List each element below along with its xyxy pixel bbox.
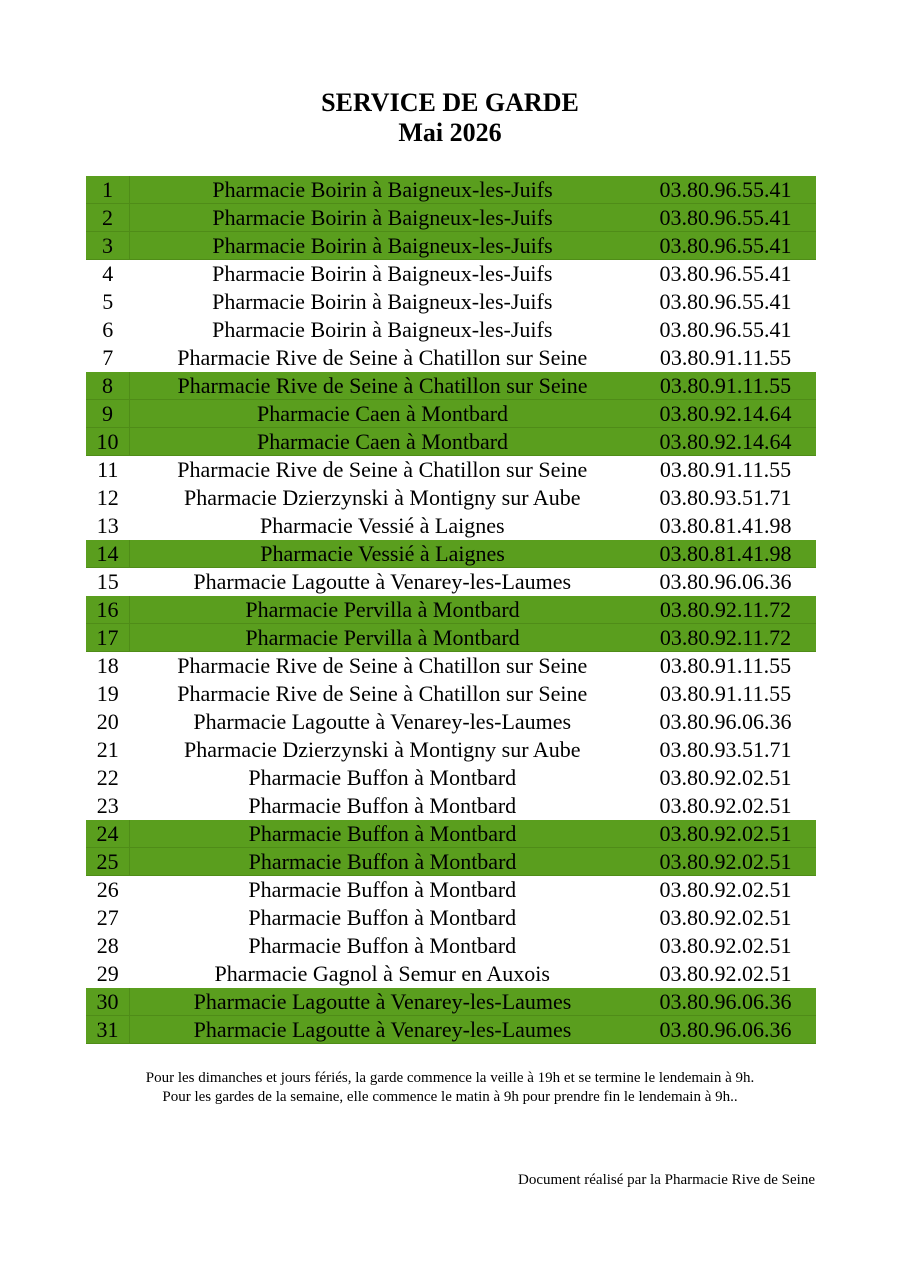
day-cell: 7 xyxy=(102,345,114,370)
day-cell: 30 xyxy=(86,988,130,1016)
day-cell: 27 xyxy=(96,905,119,930)
table-row xyxy=(86,204,816,232)
day-cell: 22 xyxy=(96,765,119,790)
phone-cell: 03.80.92.02.51 xyxy=(659,765,792,790)
phone-cell: 03.80.81.41.98 xyxy=(659,513,792,538)
day-cell: 16 xyxy=(86,596,130,624)
day-cell: 19 xyxy=(96,681,119,706)
day-cell: 1 xyxy=(86,176,130,204)
pharmacy-cell: Pharmacie Buffon à Montbard xyxy=(248,905,517,930)
phone-cell: 03.80.92.14.64 xyxy=(635,400,816,428)
table-row xyxy=(86,260,816,288)
note-weekdays: Pour les gardes de la semaine, elle commence le matin à 9h pour prendre fin le lendemain à 9h.. xyxy=(162,1089,738,1105)
table-row xyxy=(86,540,816,568)
pharmacy-cell: Pharmacie Boirin à Baigneux-les-Juifs xyxy=(212,261,553,286)
pharmacy-cell: Pharmacie Lagoutte à Venarey-les-Laumes xyxy=(130,988,636,1016)
table-row xyxy=(86,344,816,372)
day-cell: 4 xyxy=(102,261,114,286)
phone-cell: 03.80.96.06.36 xyxy=(635,988,816,1016)
phone-cell: 03.80.91.11.55 xyxy=(659,653,792,678)
phone-cell: 03.80.92.14.64 xyxy=(635,428,816,456)
phone-cell: 03.80.93.51.71 xyxy=(659,485,792,510)
day-cell: 21 xyxy=(96,737,119,762)
table-row xyxy=(86,848,816,876)
pharmacy-cell: Pharmacie Rive de Seine à Chatillon sur Seine xyxy=(177,345,588,370)
note-weekend-holidays: Pour les dimanches et jours fériés, la garde commence la veille à 19h et se termine le lendemain à 9h. xyxy=(145,1070,755,1086)
pharmacy-cell: Pharmacie Boirin à Baigneux-les-Juifs xyxy=(130,176,636,204)
table-row xyxy=(86,400,816,428)
pharmacy-cell: Pharmacie Caen à Montbard xyxy=(130,428,636,456)
page-subtitle-month: Mai 2026 xyxy=(398,118,502,147)
page-title: SERVICE DE GARDE xyxy=(321,88,579,117)
phone-cell: 03.80.96.06.36 xyxy=(635,1016,816,1044)
phone-cell: 03.80.96.06.36 xyxy=(659,709,792,734)
pharmacy-cell: Pharmacie Buffon à Montbard xyxy=(248,877,517,902)
pharmacy-cell: Pharmacie Gagnol à Semur en Auxois xyxy=(214,961,550,986)
document-credit: Document réalisé par la Pharmacie Rive de Seine xyxy=(518,1172,815,1188)
day-cell: 31 xyxy=(86,1016,130,1044)
phone-cell: 03.80.91.11.55 xyxy=(635,372,816,400)
phone-cell: 03.80.92.11.72 xyxy=(635,624,816,652)
pharmacy-cell: Pharmacie Dzierzynski à Montigny sur Aube xyxy=(183,737,581,762)
table-row xyxy=(86,484,816,512)
phone-cell: 03.80.91.11.55 xyxy=(659,345,792,370)
table-row xyxy=(86,232,816,260)
table-row xyxy=(86,512,816,540)
day-cell: 14 xyxy=(86,540,130,568)
phone-cell: 03.80.93.51.71 xyxy=(659,737,792,762)
pharmacy-cell: Pharmacie Boirin à Baigneux-les-Juifs xyxy=(130,204,636,232)
phone-cell: 03.80.92.02.51 xyxy=(659,793,792,818)
day-cell: 9 xyxy=(86,400,130,428)
table-row xyxy=(86,456,816,484)
pharmacy-cell: Pharmacie Buffon à Montbard xyxy=(248,933,517,958)
pharmacy-cell: Pharmacie Rive de Seine à Chatillon sur Seine xyxy=(130,372,636,400)
pharmacy-cell: Pharmacie Dzierzynski à Montigny sur Aube xyxy=(183,485,581,510)
phone-cell: 03.80.92.02.51 xyxy=(635,820,816,848)
day-cell: 25 xyxy=(86,848,130,876)
day-cell: 23 xyxy=(96,793,119,818)
day-cell: 8 xyxy=(86,372,130,400)
phone-cell: 03.80.96.55.41 xyxy=(659,261,792,286)
phone-cell: 03.80.91.11.55 xyxy=(659,681,792,706)
day-cell: 6 xyxy=(102,317,114,342)
pharmacy-cell: Pharmacie Rive de Seine à Chatillon sur Seine xyxy=(177,653,588,678)
pharmacy-cell: Pharmacie Vessié à Laignes xyxy=(259,513,505,538)
day-cell: 10 xyxy=(86,428,130,456)
day-cell: 20 xyxy=(96,709,119,734)
table-row xyxy=(86,596,816,624)
pharmacy-cell: Pharmacie Boirin à Baigneux-les-Juifs xyxy=(130,232,636,260)
phone-cell: 03.80.96.55.41 xyxy=(659,289,792,314)
pharmacy-cell: Pharmacie Buffon à Montbard xyxy=(248,765,517,790)
table-row xyxy=(86,988,816,1016)
pharmacy-cell: Pharmacie Rive de Seine à Chatillon sur Seine xyxy=(177,681,588,706)
table-row xyxy=(86,904,816,932)
table-row xyxy=(86,568,816,596)
phone-cell: 03.80.96.55.41 xyxy=(635,232,816,260)
table-row xyxy=(86,680,816,708)
table-row xyxy=(86,820,816,848)
table-row xyxy=(86,792,816,820)
day-cell: 15 xyxy=(96,569,119,594)
table-row xyxy=(86,960,816,988)
phone-cell: 03.80.92.02.51 xyxy=(659,961,792,986)
duty-schedule-table xyxy=(86,176,816,1044)
table-row xyxy=(86,876,816,904)
day-cell: 18 xyxy=(96,653,119,678)
day-cell: 11 xyxy=(97,457,119,482)
pharmacy-cell: Pharmacie Buffon à Montbard xyxy=(248,793,517,818)
duty-schedule-body xyxy=(86,176,816,1044)
day-cell: 12 xyxy=(96,485,119,510)
day-cell: 2 xyxy=(86,204,130,232)
phone-cell: 03.80.92.02.51 xyxy=(659,905,792,930)
pharmacy-cell: Pharmacie Lagoutte à Venarey-les-Laumes xyxy=(193,569,572,594)
day-cell: 5 xyxy=(102,289,114,314)
day-cell: 26 xyxy=(96,877,119,902)
table-row xyxy=(86,176,816,204)
table-row xyxy=(86,708,816,736)
table-row xyxy=(86,428,816,456)
pharmacy-cell: Pharmacie Boirin à Baigneux-les-Juifs xyxy=(212,289,553,314)
day-cell: 29 xyxy=(96,961,119,986)
table-row xyxy=(86,932,816,960)
day-cell: 3 xyxy=(86,232,130,260)
pharmacy-cell: Pharmacie Caen à Montbard xyxy=(130,400,636,428)
pharmacy-cell: Pharmacie Boirin à Baigneux-les-Juifs xyxy=(212,317,553,342)
phone-cell: 03.80.92.02.51 xyxy=(635,848,816,876)
phone-cell: 03.80.96.55.41 xyxy=(635,176,816,204)
phone-cell: 03.80.92.11.72 xyxy=(635,596,816,624)
phone-cell: 03.80.96.55.41 xyxy=(635,204,816,232)
pharmacy-cell: Pharmacie Vessié à Laignes xyxy=(130,540,636,568)
pharmacy-cell: Pharmacie Pervilla à Montbard xyxy=(130,596,636,624)
phone-cell: 03.80.91.11.55 xyxy=(659,457,792,482)
pharmacy-cell: Pharmacie Rive de Seine à Chatillon sur Seine xyxy=(177,457,588,482)
pharmacy-cell: Pharmacie Lagoutte à Venarey-les-Laumes xyxy=(193,709,572,734)
day-cell: 13 xyxy=(96,513,119,538)
pharmacy-cell: Pharmacie Buffon à Montbard xyxy=(130,820,636,848)
phone-cell: 03.80.81.41.98 xyxy=(635,540,816,568)
table-row xyxy=(86,1016,816,1044)
table-row xyxy=(86,288,816,316)
phone-cell: 03.80.92.02.51 xyxy=(659,933,792,958)
day-cell: 24 xyxy=(86,820,130,848)
table-row xyxy=(86,736,816,764)
pharmacy-cell: Pharmacie Buffon à Montbard xyxy=(130,848,636,876)
phone-cell: 03.80.96.55.41 xyxy=(659,317,792,342)
table-row xyxy=(86,764,816,792)
table-row xyxy=(86,652,816,680)
day-cell: 28 xyxy=(96,933,119,958)
pharmacy-cell: Pharmacie Pervilla à Montbard xyxy=(130,624,636,652)
phone-cell: 03.80.96.06.36 xyxy=(659,569,792,594)
table-row xyxy=(86,372,816,400)
table-row xyxy=(86,316,816,344)
phone-cell: 03.80.92.02.51 xyxy=(659,877,792,902)
day-cell: 17 xyxy=(86,624,130,652)
table-row xyxy=(86,624,816,652)
pharmacy-cell: Pharmacie Lagoutte à Venarey-les-Laumes xyxy=(130,1016,636,1044)
